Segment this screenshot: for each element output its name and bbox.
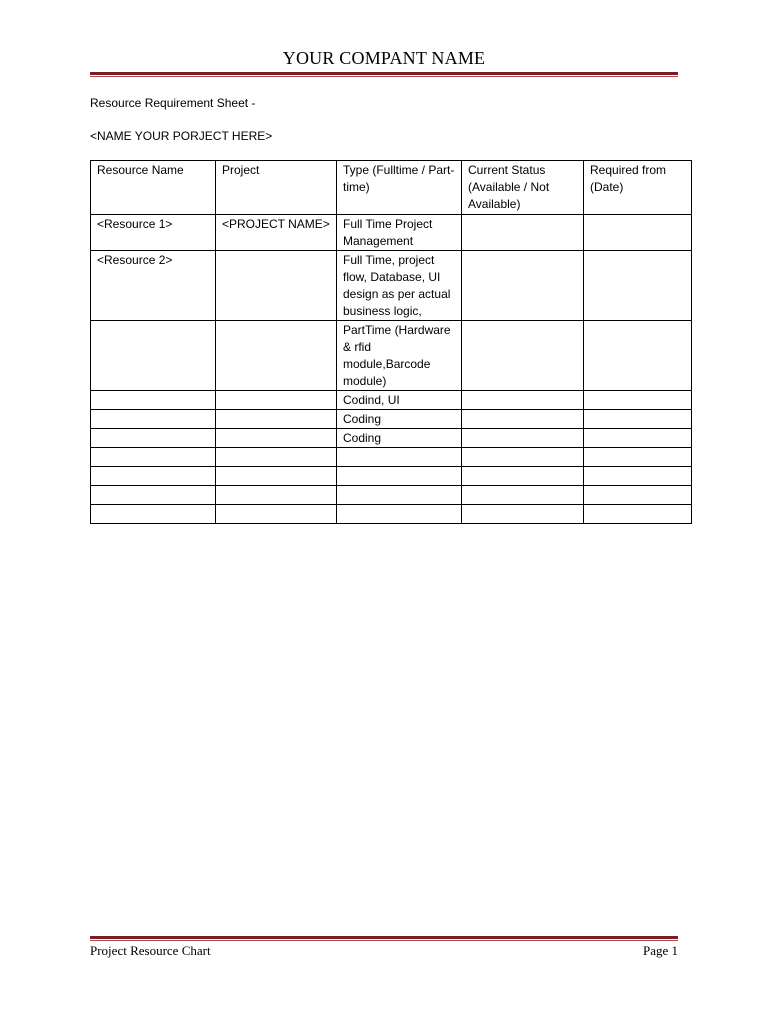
table-row [91, 251, 692, 321]
table-cell: <Resource 2> [91, 251, 216, 321]
table-cell [337, 467, 462, 486]
table-cell: PartTime (Hardware & rfid module,Barcode module) [337, 321, 462, 391]
sheet-title: Resource Requirement Sheet - [90, 96, 256, 110]
table-row [91, 448, 692, 467]
table-cell [216, 410, 337, 429]
table-row [91, 321, 692, 391]
table-cell [462, 391, 584, 410]
table-cell [584, 321, 692, 391]
table-cell [216, 429, 337, 448]
table-cell: <PROJECT NAME> [216, 215, 337, 251]
table-cell [462, 429, 584, 448]
header-rule [90, 72, 678, 78]
table-cell [337, 448, 462, 467]
table-row [91, 486, 692, 505]
table-cell [462, 505, 584, 524]
table-cell [216, 467, 337, 486]
table-cell [584, 448, 692, 467]
footer-page-number [643, 943, 678, 959]
resource-table [90, 160, 692, 524]
table-cell: <Resource 1> [91, 215, 216, 251]
table-cell [91, 391, 216, 410]
column-header-resource-name: Resource Name [91, 161, 216, 215]
table-row [91, 505, 692, 524]
table-cell [91, 429, 216, 448]
table-cell [216, 391, 337, 410]
table-cell [584, 391, 692, 410]
table-cell [584, 486, 692, 505]
table-cell [584, 410, 692, 429]
table-cell [584, 251, 692, 321]
table-cell [584, 467, 692, 486]
table-row [91, 391, 692, 410]
table-cell [91, 486, 216, 505]
table-cell [216, 505, 337, 524]
table-row [91, 467, 692, 486]
column-header-current-status: Current Status (Available / Not Available) [462, 161, 584, 215]
company-name: YOUR COMPANT NAME [282, 48, 486, 68]
table-cell [216, 251, 337, 321]
table-cell: Full Time Project Management [337, 215, 462, 251]
table-cell: Coding [337, 410, 462, 429]
table-row [91, 215, 692, 251]
table-cell [584, 505, 692, 524]
table-cell [216, 321, 337, 391]
footer-rule [90, 936, 678, 942]
table-cell [462, 410, 584, 429]
table-cell [462, 486, 584, 505]
column-header-required-from: Required from (Date) [584, 161, 692, 215]
table-cell [91, 505, 216, 524]
table-cell: Codind, UI [337, 391, 462, 410]
page-label: Page 1 [642, 943, 678, 958]
table-cell [337, 505, 462, 524]
table-cell [462, 467, 584, 486]
table-cell [91, 321, 216, 391]
footer-document-title: Project Resource Chart [90, 943, 211, 958]
table-cell [462, 448, 584, 467]
table-cell [91, 448, 216, 467]
table-cell: Coding [337, 429, 462, 448]
table-cell [462, 215, 584, 251]
table-cell [584, 429, 692, 448]
table-cell [462, 321, 584, 391]
project-name-placeholder: <NAME YOUR PORJECT HERE> [90, 129, 273, 143]
table-cell: Full Time, project flow, Database, UI design as per actual business logic, [337, 251, 462, 321]
table-cell [584, 215, 692, 251]
table-row [91, 429, 692, 448]
table-cell [337, 486, 462, 505]
table-cell [216, 486, 337, 505]
table-cell [216, 448, 337, 467]
table-header-row [91, 161, 692, 215]
table-cell [91, 410, 216, 429]
column-header-project: Project [216, 161, 337, 215]
table-cell [462, 251, 584, 321]
table-row [91, 410, 692, 429]
table-cell [91, 467, 216, 486]
column-header-type: Type (Fulltime / Part-time) [337, 161, 462, 215]
